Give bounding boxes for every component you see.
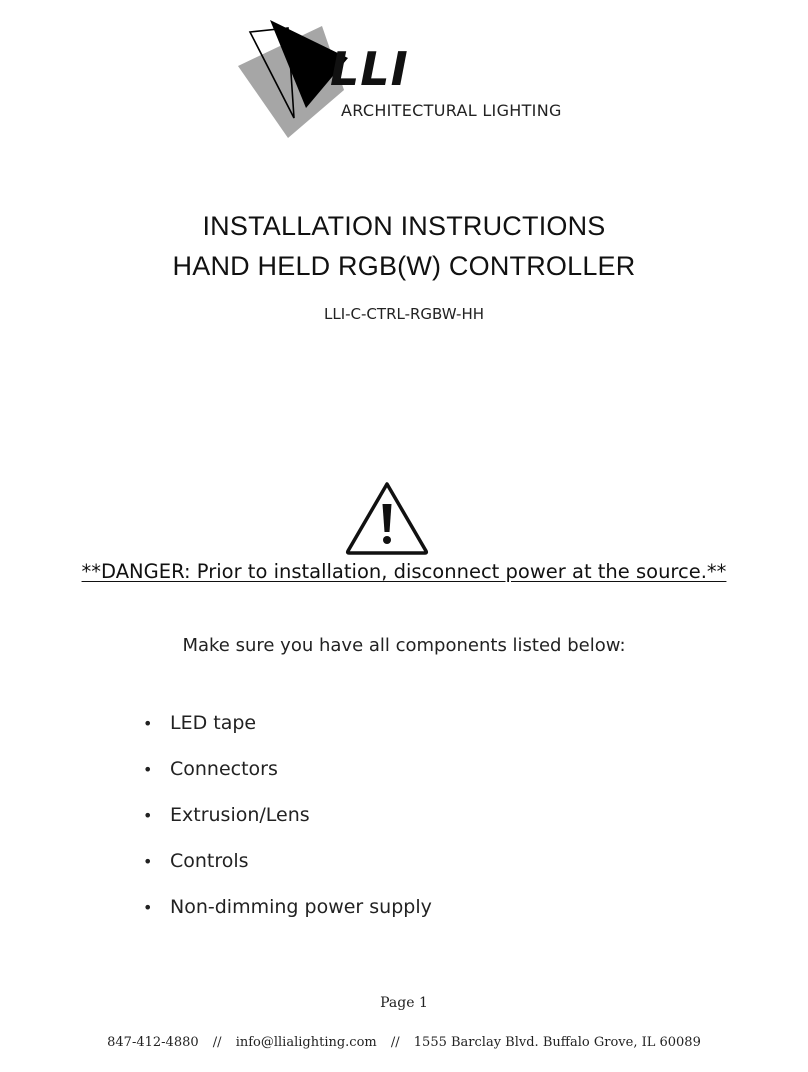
street-address: 1555 Barclay Blvd. Buffalo Grove, IL 60089 bbox=[413, 1035, 701, 1050]
separator: // bbox=[212, 1035, 222, 1050]
logo-wordmark: LLI bbox=[330, 42, 409, 96]
page-number: Page 1 bbox=[380, 995, 428, 1011]
bullet-icon: • bbox=[143, 897, 153, 917]
separator: // bbox=[390, 1035, 400, 1050]
list-item bbox=[143, 746, 432, 792]
product-title: HAND HELD RGB(W) CONTROLLER bbox=[172, 251, 636, 281]
list-item bbox=[143, 700, 432, 746]
company-logo bbox=[236, 18, 576, 143]
list-item-label: Extrusion/Lens bbox=[170, 804, 310, 826]
list-item bbox=[143, 838, 432, 884]
list-item-label: Controls bbox=[170, 850, 249, 872]
list-item-label: LED tape bbox=[170, 712, 257, 734]
list-item bbox=[143, 884, 432, 930]
bullet-icon: • bbox=[143, 805, 153, 825]
bullet-icon: • bbox=[143, 713, 153, 733]
model-number: LLI-C-CTRL-RGBW-HH bbox=[324, 305, 484, 323]
document-title: INSTALLATION INSTRUCTIONS bbox=[202, 211, 606, 241]
components-intro: Make sure you have all components listed below: bbox=[182, 635, 626, 656]
bullet-icon: • bbox=[143, 851, 153, 871]
email-address: info@llialighting.com bbox=[235, 1035, 377, 1050]
warning-triangle-icon bbox=[344, 480, 430, 556]
phone-number: 847-412-4880 bbox=[107, 1035, 199, 1050]
logo-subtitle: ARCHITECTURAL LIGHTING bbox=[341, 101, 562, 120]
list-item-label: Connectors bbox=[170, 758, 278, 780]
list-item bbox=[143, 792, 432, 838]
bullet-icon: • bbox=[143, 759, 153, 779]
components-list bbox=[143, 700, 432, 930]
list-item-label: Non-dimming power supply bbox=[170, 896, 432, 918]
danger-warning-text: **DANGER: Prior to installation, disconnect power at the source.** bbox=[81, 560, 727, 583]
contact-line bbox=[0, 1035, 808, 1050]
